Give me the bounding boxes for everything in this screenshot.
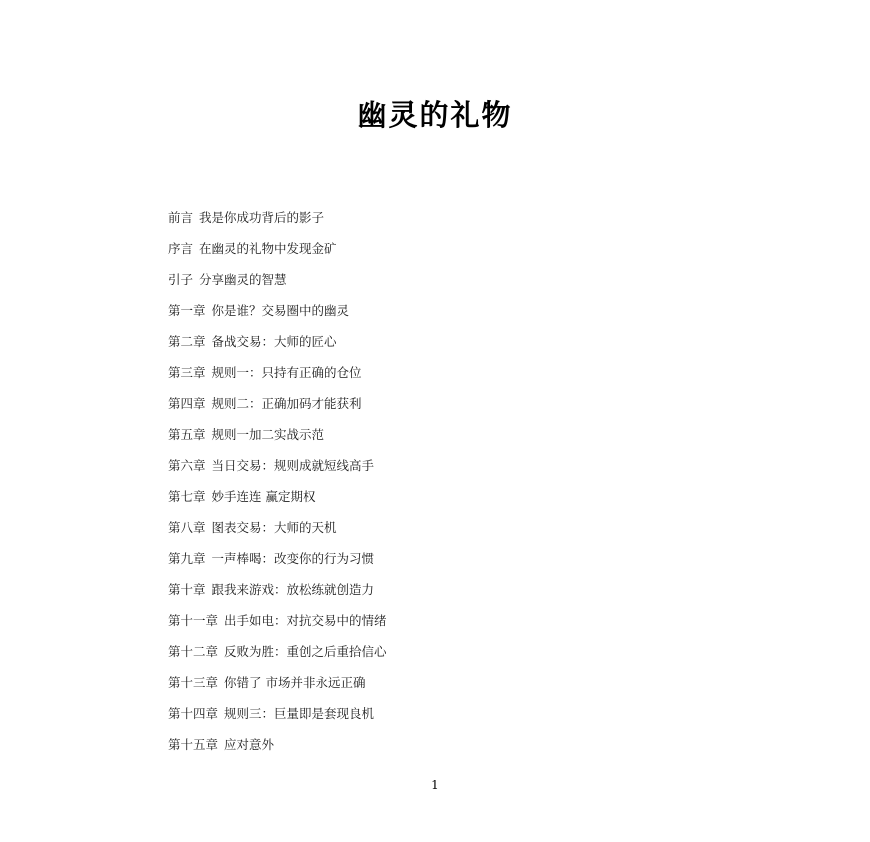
toc-entry-label: 前言 (168, 210, 194, 225)
toc-entry (168, 239, 728, 270)
toc-entry-title: 规则一加二实战示范 (211, 427, 325, 442)
toc-entry-label: 第八章 (168, 520, 206, 535)
toc-entry-label: 第三章 (168, 365, 206, 380)
toc-entry-title: 当日交易：规则成就短线高手 (211, 458, 375, 473)
toc-entry-label: 序言 (168, 241, 194, 256)
toc-entry-title: 跟我来游戏：放松练就创造力 (211, 582, 375, 597)
toc-entry-title: 出手如电：对抗交易中的情绪 (224, 613, 387, 628)
toc-entry-label: 第十一章 (168, 613, 219, 628)
toc-entry-title: 规则三：巨量即是套现良机 (224, 706, 375, 721)
toc-entry-title: 在幽灵的礼物中发现金矿 (199, 241, 337, 256)
toc-entry-title: 反败为胜：重创之后重拾信心 (224, 644, 387, 659)
toc-entry-label: 第一章 (168, 303, 206, 318)
toc-entry-title: 你错了 市场并非永远正确 (224, 675, 366, 690)
toc-entry-label: 第四章 (168, 396, 206, 411)
toc-entry-label: 第二章 (168, 334, 206, 349)
toc-entry (168, 518, 728, 549)
toc-entry-title: 分享幽灵的智慧 (199, 272, 287, 287)
toc-entry-label: 第六章 (168, 458, 206, 473)
toc-entry-title: 图表交易：大师的天机 (211, 520, 337, 535)
toc-entry (168, 425, 728, 456)
toc-entry-title: 规则二：正确加码才能获利 (211, 396, 362, 411)
toc-entry-title: 你是谁？交易圈中的幽灵 (211, 303, 350, 318)
toc-entry-title: 规则一：只持有正确的仓位 (211, 365, 362, 380)
toc-entry-label: 引子 (168, 272, 194, 287)
toc-entry-title: 备战交易：大师的匠心 (211, 334, 337, 349)
toc-entry-title: 一声棒喝：改变你的行为习惯 (211, 551, 375, 566)
toc-entry (168, 332, 728, 363)
toc-entry-label: 第十章 (168, 582, 206, 597)
toc-entry-label: 第九章 (168, 551, 206, 566)
toc-entry (168, 363, 728, 394)
toc-entry-title: 妙手连连 赢定期权 (211, 489, 316, 504)
toc-entry (168, 456, 728, 487)
toc-entry (168, 580, 728, 611)
toc-entry-label: 第十三章 (168, 675, 219, 690)
toc-entry (168, 642, 728, 673)
document-title: 幽灵的礼物 (357, 98, 513, 133)
toc-entry (168, 704, 728, 735)
toc-entry (168, 301, 728, 332)
toc-entry (168, 611, 728, 642)
toc-entry-label: 第五章 (168, 427, 206, 442)
toc-entry (168, 735, 728, 766)
toc-entry-title: 应对意外 (224, 737, 275, 752)
toc-entry (168, 673, 728, 704)
toc-entry (168, 549, 728, 580)
table-of-contents (168, 208, 728, 766)
toc-entry-label: 第十二章 (168, 644, 219, 659)
toc-entry-label: 第十五章 (168, 737, 219, 752)
toc-entry-label: 第十四章 (168, 706, 219, 721)
toc-entry (168, 487, 728, 518)
page-number: 1 (431, 778, 439, 792)
toc-entry (168, 394, 728, 425)
toc-entry-label: 第七章 (168, 489, 206, 504)
toc-entry-title: 我是你成功背后的影子 (199, 210, 325, 225)
toc-entry (168, 208, 728, 239)
toc-entry (168, 270, 728, 301)
